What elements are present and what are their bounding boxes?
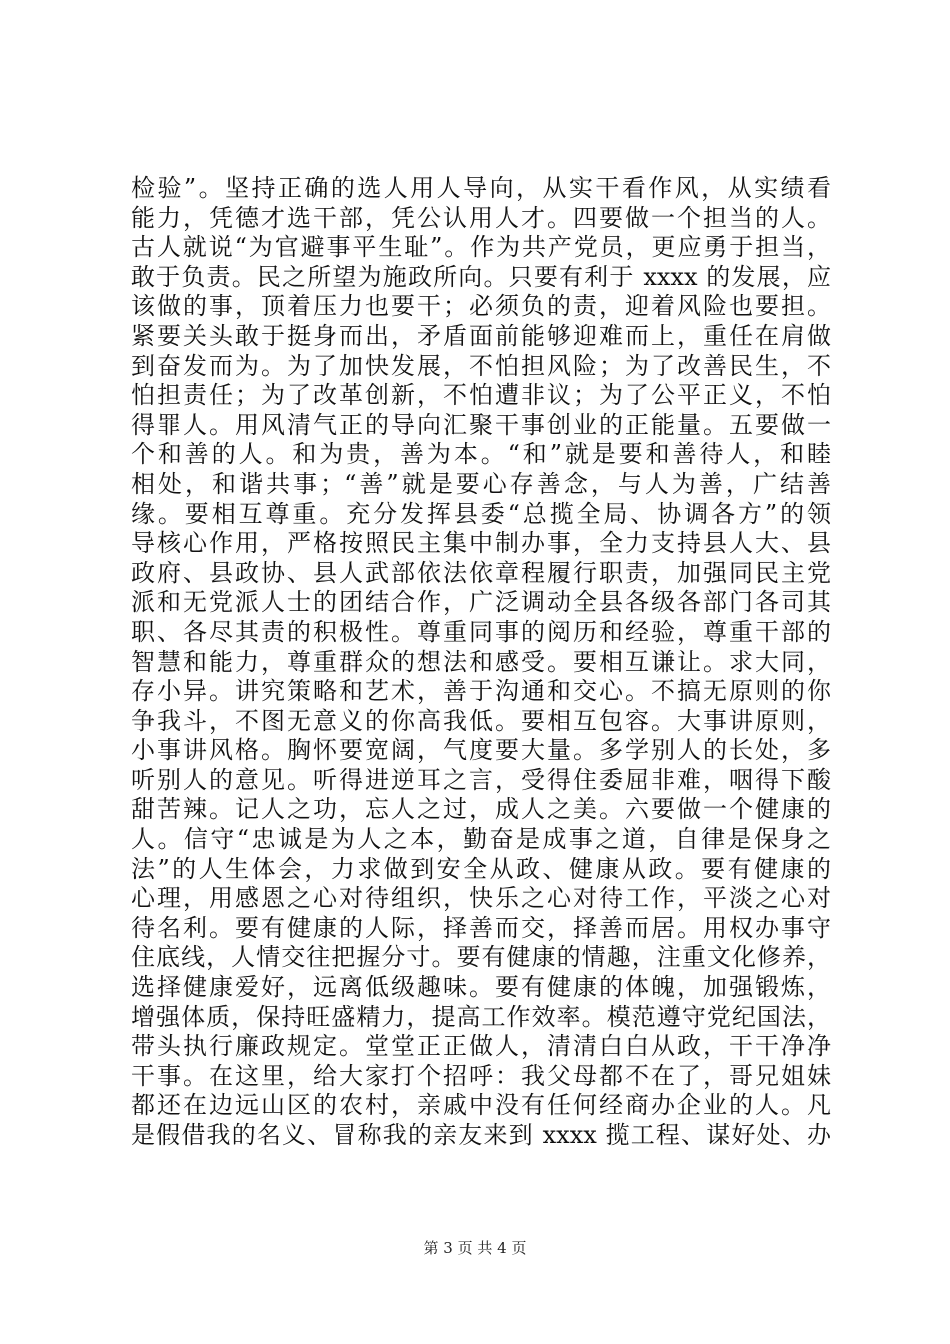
text-line: 小事讲风格。胸怀要宽阔，气度要大量。多学别人的长处，多 [131, 736, 831, 765]
text-line: 心理，用感恩之心对待组织，快乐之心对待工作，平淡之心对 [131, 884, 831, 913]
text-line: 存小异。讲究策略和艺术，善于沟通和交心。不搞无原则的你 [131, 677, 831, 706]
text-line: 派和无党派人士的团结合作，广泛调动全县各级各部门各司其 [131, 588, 831, 617]
text-line: 增强体质，保持旺盛精力，提高工作效率。模范遵守党纪国法， [131, 1002, 831, 1031]
page-footer: 第 3 页 共 4 页 [423, 1239, 527, 1257]
text-line: 检验”。坚持正确的选人用人导向，从实干看作风，从实绩看 [131, 174, 831, 202]
text-line: 相处，和谐共事；“善”就是要心存善念，与人为善，广结善 [131, 469, 831, 498]
text-line: 得罪人。用风清气正的导向汇聚干事创业的正能量。五要做一 [131, 410, 831, 439]
text-line: 古人就说“为官避事平生耻”。作为共产党员，更应勇于担当， [131, 233, 831, 262]
text-line: 能力，凭德才选干部，凭公认用人才。四要做一个担当的人。 [131, 203, 831, 232]
text-line: 是假借我的名义、冒称我的亲友来到 xxxx 揽工程、谋好处、办 [131, 1121, 831, 1149]
text-line: 听别人的意见。听得进逆耳之言，受得住委屈非难，咽得下酸 [131, 765, 831, 794]
text-line: 政府、县政协、县人武部依法依章程履行职责，加强同民主党 [131, 558, 831, 587]
text-line: 法”的人生体会，力求做到安全从政、健康从政。要有健康的 [131, 854, 831, 883]
text-line: 待名利。要有健康的人际，择善而交，择善而居。用权办事守 [131, 913, 831, 942]
text-line: 人。信守“忠诚是为人之本，勤奋是成事之道，自律是保身之 [131, 825, 831, 854]
text-line: 个和善的人。和为贵，善为本。“和”就是要和善待人，和睦 [131, 440, 831, 469]
text-line: 选择健康爱好，远离低级趣味。要有健康的体魄，加强锻炼， [131, 973, 831, 1002]
text-line: 怕担责任；为了改革创新，不怕遭非议；为了公平正义，不怕 [131, 381, 831, 410]
text-line: 带头执行廉政规定。堂堂正正做人，清清白白从政，干干净净 [131, 1032, 831, 1061]
text-line: 缘。要相互尊重。充分发挥县委“总揽全局、协调各方”的领 [131, 499, 831, 528]
text-line: 住底线，人情交往把握分寸。要有健康的情趣，注重文化修养， [131, 943, 831, 972]
text-line: 甜苦辣。记人之功，忘人之过，成人之美。六要做一个健康的 [131, 795, 831, 824]
text-line: 争我斗，不图无意义的你高我低。要相互包容。大事讲原则， [131, 706, 831, 735]
text-line: 敢于负责。民之所望为施政所向。只要有利于 xxxx 的发展，应 [131, 262, 831, 291]
text-line: 智慧和能力，尊重群众的想法和感受。要相互谦让。求大同， [131, 647, 831, 676]
text-line: 导核心作用，严格按照民主集中制办事，全力支持县人大、县 [131, 529, 831, 558]
text-line: 都还在边远山区的农村，亲戚中没有任何经商办企业的人。凡 [131, 1091, 831, 1120]
text-line: 紧要关头敢于挺身而出，矛盾面前能够迎难而上，重任在肩做 [131, 321, 831, 350]
body-text [131, 174, 831, 1151]
text-line: 到奋发而为。为了加快发展，不怕担风险；为了改善民生，不 [131, 351, 831, 380]
text-line: 干事。在这里，给大家打个招呼：我父母都不在了，哥兄姐妹 [131, 1061, 831, 1090]
text-line: 职、各尽其责的积极性。尊重同事的阅历和经验，尊重干部的 [131, 617, 831, 646]
text-line: 该做的事，顶着压力也要干；必须负的责，迎着风险也要担。 [131, 292, 831, 321]
